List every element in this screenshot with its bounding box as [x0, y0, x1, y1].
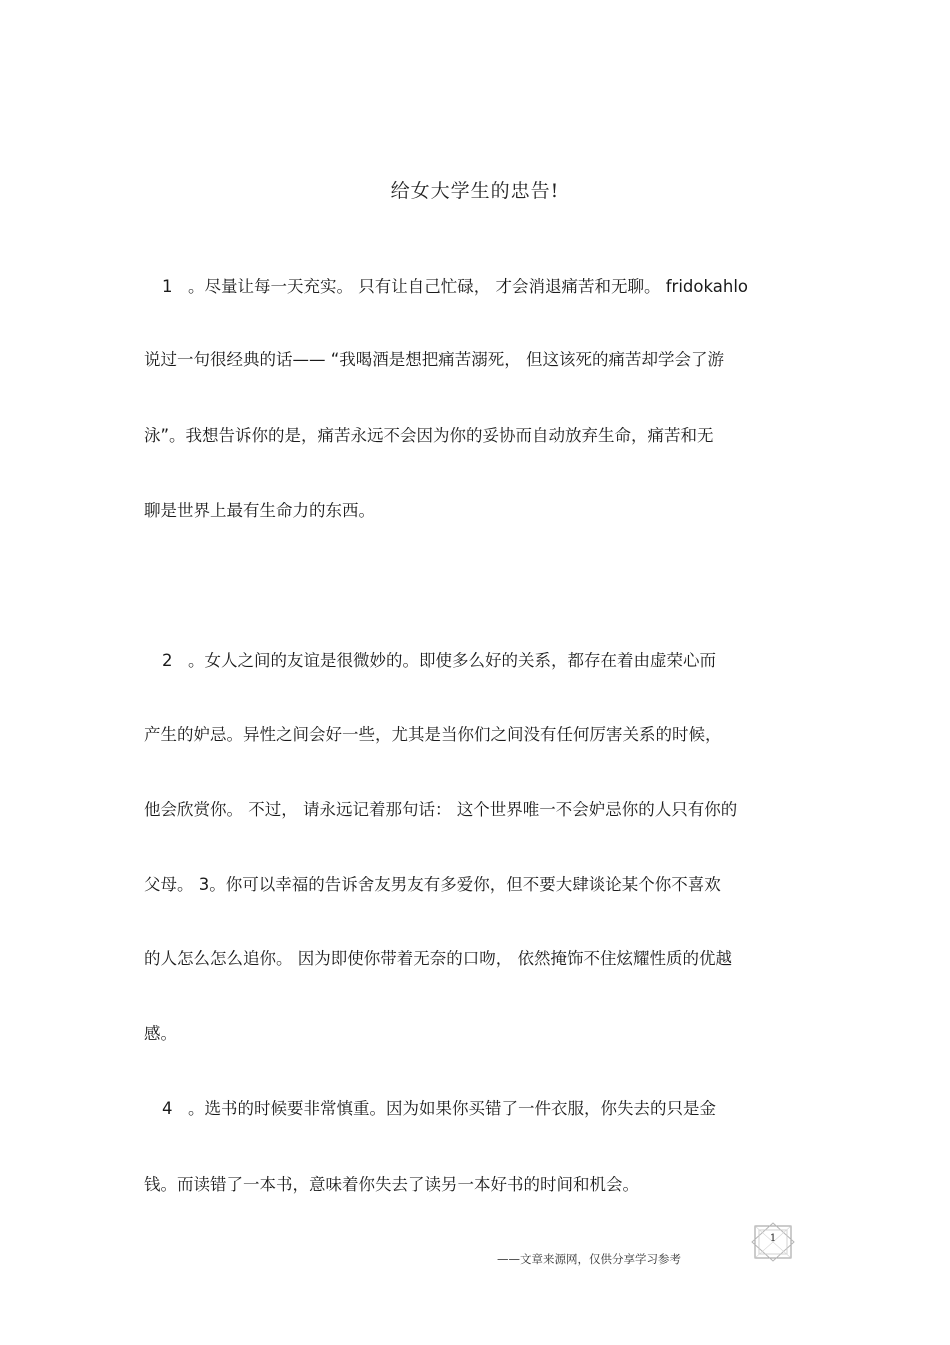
- line-text: 的人怎么怎么追你。 因为即使你带着无奈的口吻， 依然掩饰不住炫耀性质的优越: [144, 949, 732, 968]
- page-number-badge: [750, 1222, 796, 1262]
- paragraph-line: [144, 724, 722, 746]
- paragraph-number: 2: [162, 651, 173, 670]
- line-text: 泳”。我想告诉你的是，痛苦永远不会因为你的妥协而自动放弃生命，痛苦和无: [144, 426, 714, 445]
- line-text: 。女人之间的友谊是很微妙的。即使多么好的关系，都存在着由虚荣心而: [188, 651, 716, 670]
- paragraph-line: [144, 425, 714, 447]
- line-text: 。尽量让每一天充实。 只有让自己忙碌， 才会消退痛苦和无聊。 fridokahlo: [188, 277, 748, 296]
- paragraph-line: [162, 650, 716, 672]
- line-text: 。选书的时候要非常慎重。因为如果你买错了一件衣服，你失去的只是金: [188, 1099, 716, 1118]
- paragraph-number: 4: [162, 1099, 173, 1118]
- line-text: 他会欣赏你。 不过， 请永远记着那句话： 这个世界唯一不会妒忌你的人只有你的: [144, 800, 738, 819]
- line-text: 产生的妒忌。异性之间会好一些，尤其是当你们之间没有任何厉害关系的时候，: [144, 725, 722, 744]
- paragraph-line: [144, 1023, 177, 1045]
- line-text: 父母。 3。你可以幸福的告诉舍友男友有多爱你，但不要大肆谈论某个你不喜欢: [144, 875, 721, 894]
- paragraph-line: [144, 799, 737, 821]
- line-text: 聊是世界上最有生命力的东西。: [144, 501, 375, 520]
- source-note: ——文章来源网，仅供分享学习参考: [497, 1252, 681, 1266]
- paragraph-line: [144, 500, 375, 522]
- paragraph-line: [162, 276, 748, 298]
- paragraph-line: [144, 1174, 639, 1196]
- line-text: 钱。而读错了一本书，意味着你失去了读另一本好书的时间和机会。: [144, 1175, 639, 1194]
- paragraph-line: [144, 349, 724, 371]
- paragraph-line: [162, 1098, 716, 1120]
- paragraph-number: 1: [162, 277, 173, 296]
- page-number: 1: [769, 1233, 777, 1244]
- line-text: 说过一句很经典的话—— “我喝酒是想把痛苦溺死， 但这该死的痛苦却学会了游: [144, 350, 725, 369]
- line-text: 感。: [144, 1024, 177, 1043]
- document-title: 给女大学生的忠告!: [390, 180, 560, 202]
- paragraph-line: [144, 948, 732, 970]
- paragraph-line: [144, 874, 721, 896]
